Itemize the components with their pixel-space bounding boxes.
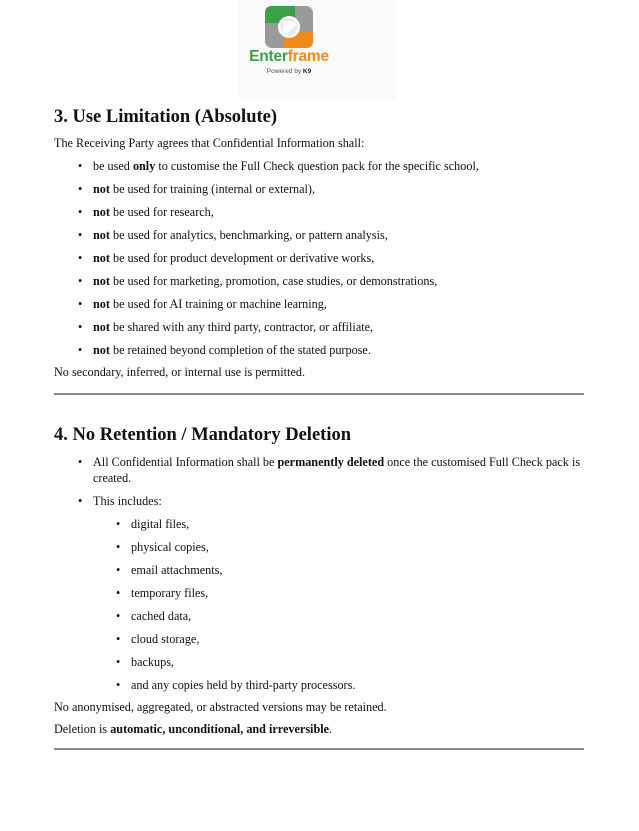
sub-list-item: • cloud storage, bbox=[131, 632, 199, 647]
sub-list-item: • email attachments, bbox=[131, 563, 222, 578]
list-item: • not be used for AI training or machine learning, bbox=[93, 297, 327, 312]
list-item: • not be used for training (internal or external), bbox=[93, 182, 315, 197]
logo bbox=[238, 0, 396, 100]
enterframe-logo-icon bbox=[264, 5, 314, 49]
sub-list-item: • digital files, bbox=[131, 517, 189, 532]
sub-list-item: • temporary files, bbox=[131, 586, 208, 601]
section-3-closing: No secondary, inferred, or internal use is permitted. bbox=[54, 365, 305, 379]
brand-name-part1: Enter bbox=[249, 48, 288, 65]
sub-list-item: • cached data, bbox=[131, 609, 191, 624]
list-item: • be used only to customise the Full Check question pack for the specific school, bbox=[93, 159, 479, 174]
section-3-intro: The Receiving Party agrees that Confidential Information shall: bbox=[54, 136, 365, 150]
section-4-closing-2: Deletion is automatic, unconditional, and irreversible. bbox=[54, 722, 333, 736]
sub-list-item: • backups, bbox=[131, 655, 174, 670]
list-item: • All Confidential Information shall be permanently deleted once the customised Full Check pack is created. bbox=[93, 455, 585, 486]
list-item: • not be used for research, bbox=[93, 205, 214, 220]
section-divider bbox=[54, 393, 584, 395]
powered-by-brand: K9 bbox=[302, 68, 312, 75]
brand-name-part2: frame bbox=[287, 48, 329, 65]
section-4-closing-1: No anonymised, aggregated, or abstracted versions may be retained. bbox=[54, 700, 387, 714]
list-item: • not be used for product development or derivative works, bbox=[93, 251, 374, 266]
list-item: • not be shared with any third party, contractor, or affiliate, bbox=[93, 320, 373, 335]
powered-by-prefix: Powered by bbox=[266, 68, 302, 75]
list-item: • not be retained beyond completion of the stated purpose. bbox=[93, 343, 371, 358]
list-item: • not be used for analytics, benchmarking, or pattern analysis, bbox=[93, 228, 388, 243]
section-4-heading: 4. No Retention / Mandatory Deletion bbox=[54, 425, 351, 445]
sub-list-item: • physical copies, bbox=[131, 540, 209, 555]
brand-name bbox=[238, 48, 340, 66]
powered-by bbox=[238, 68, 340, 75]
section-3-heading: 3. Use Limitation (Absolute) bbox=[54, 107, 278, 127]
section-divider bbox=[54, 748, 584, 750]
list-item: • This includes: bbox=[93, 494, 162, 509]
list-item: • not be used for marketing, promotion, case studies, or demonstrations, bbox=[93, 274, 437, 289]
sub-list-item: • and any copies held by third-party processors. bbox=[131, 678, 355, 693]
